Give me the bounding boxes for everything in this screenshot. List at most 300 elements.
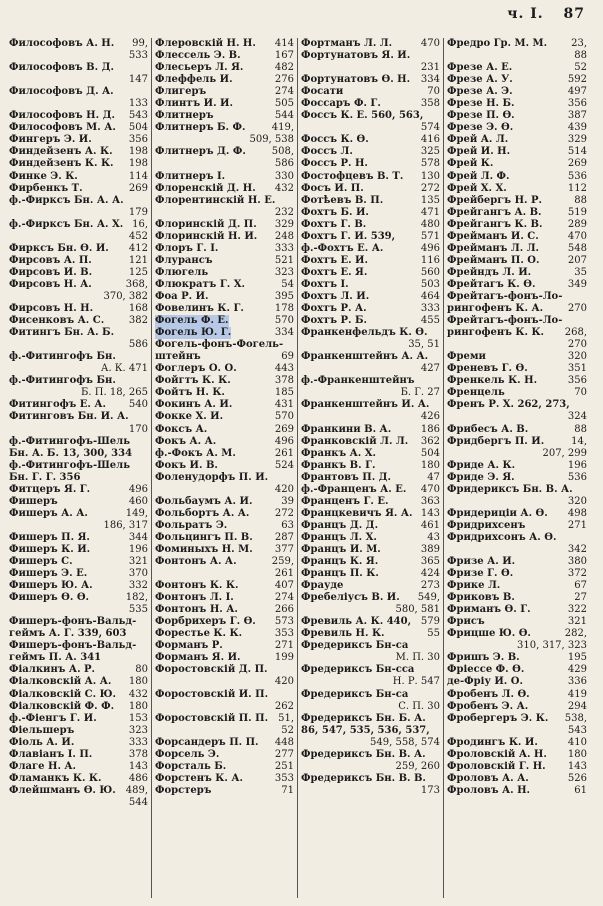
- entry-pages: 147: [128, 74, 148, 86]
- entry-name: Фортманъ Л. Л.: [301, 38, 393, 49]
- index-entry: [155, 387, 294, 399]
- entry-pages: 419,: [271, 122, 294, 134]
- index-entry: [9, 628, 148, 640]
- entry-name: Фортунатовъ Я. И.: [301, 50, 411, 62]
- entry-name: Фишеръ П. Я.: [9, 531, 90, 543]
- entry-name: Фирсовъ А. П.: [9, 254, 92, 266]
- entry-name: Фоминыхъ Н. М.: [155, 543, 253, 555]
- index-entry: [9, 664, 148, 676]
- entry-pages: 439: [567, 122, 587, 134]
- index-entry: [301, 436, 440, 448]
- index-entry: [301, 243, 440, 255]
- entry-name: Фроловъ А. А.: [447, 772, 529, 784]
- entry-name: Франкенштейнъ И. А.: [301, 399, 430, 411]
- entry-pages: 277: [274, 748, 294, 760]
- entry-pages: 320: [567, 351, 587, 363]
- index-entry: [447, 737, 587, 749]
- entry-pages: 356: [128, 134, 148, 146]
- index-entry: [301, 86, 440, 98]
- entry-name: Философовъ В. Д.: [9, 62, 114, 74]
- index-entry: [9, 785, 148, 797]
- entry-name: Фохтъ Г. В.: [301, 218, 367, 230]
- entry-name: Францъ Л. Х.: [301, 531, 377, 543]
- index-entry: [9, 315, 148, 327]
- entry-pages: 99,: [132, 38, 148, 49]
- entry-pages: 271: [567, 519, 587, 531]
- entry-pages: 353: [274, 628, 294, 640]
- entry-name: Фрике Л.: [447, 580, 501, 592]
- index-entry: [447, 327, 587, 339]
- entry-pages: 321: [128, 556, 148, 568]
- entry-pages: 287: [274, 531, 294, 543]
- entry-pages: 509, 538: [249, 134, 294, 146]
- entry-pages: 180: [567, 748, 587, 760]
- entry-name: Фохтъ Б. И.: [301, 206, 369, 218]
- index-entry: [301, 604, 440, 616]
- entry-name: Францъ К. Я.: [301, 556, 379, 568]
- index-entry: [447, 520, 587, 532]
- entry-pages: 270: [567, 303, 587, 315]
- entry-name: Фредериксъ Бн-са: [301, 688, 409, 700]
- entry-pages: 378: [128, 748, 148, 760]
- entry-name: Фрезе А. Е.: [447, 62, 513, 74]
- entry-pages: 420: [274, 483, 294, 495]
- entry-name: Флаге Н. А.: [9, 760, 77, 772]
- index-entry: [301, 122, 440, 134]
- entry-pages: 470: [420, 483, 440, 495]
- index-entry: [9, 351, 148, 363]
- index-entry: [9, 592, 148, 604]
- entry-name: Францкевичъ Я. А.: [301, 507, 413, 519]
- entry-name: Фрезе Э. Ѳ.: [447, 122, 514, 134]
- entry-pages: 524: [274, 459, 294, 471]
- index-entry: [447, 676, 587, 688]
- entry-pages: 274: [274, 592, 294, 604]
- entry-pages: 52: [281, 724, 294, 736]
- index-entry: [155, 520, 294, 532]
- entry-name: Фіалкинъ А. Р.: [9, 664, 96, 676]
- index-entry: [447, 255, 587, 267]
- index-entry: [301, 508, 440, 520]
- entry-pages: 262: [274, 700, 294, 712]
- index-entry: [9, 797, 148, 809]
- index-entry: [447, 387, 587, 399]
- entry-name: Форсталь Б.: [155, 760, 227, 772]
- index-entry: [155, 460, 294, 472]
- entry-pages: 592: [567, 74, 587, 86]
- entry-name: Фонтонъ Н. А.: [155, 604, 238, 616]
- index-entry: [301, 375, 440, 387]
- entry-name: Форсандеръ П. П.: [155, 736, 259, 748]
- index-entry: [9, 580, 148, 592]
- entry-name: Фребеліусъ В. И.: [301, 592, 400, 604]
- index-entry: [9, 327, 148, 339]
- index-entry: [155, 183, 294, 195]
- index-entry: [301, 231, 440, 243]
- entry-name: Фишеръ С.: [9, 556, 73, 568]
- entry-pages: 540: [128, 399, 148, 411]
- entry-pages: 412: [128, 242, 148, 254]
- index-entry: [447, 158, 587, 170]
- entry-pages: 167: [274, 50, 294, 62]
- index-entry: [155, 616, 294, 628]
- entry-name: Форманъ Я. И.: [155, 652, 241, 664]
- entry-pages: 407: [274, 580, 294, 592]
- entry-pages: 198: [128, 158, 148, 170]
- entry-pages: 538,: [564, 712, 587, 724]
- index-entry: [447, 195, 587, 207]
- entry-pages: 71: [281, 784, 294, 796]
- index-entry: [447, 243, 587, 255]
- entry-pages: 586: [274, 158, 294, 170]
- entry-name: Фрейбергъ Н. Р.: [447, 194, 542, 206]
- index-entry: [447, 749, 587, 761]
- entry-pages: 88: [574, 423, 587, 435]
- index-entry: [9, 375, 148, 387]
- entry-pages: 351: [567, 363, 587, 375]
- entry-pages: 330: [274, 170, 294, 182]
- entry-name: де-Фріу И. О.: [447, 676, 523, 688]
- index-entry: [301, 411, 440, 423]
- index-entry: [447, 399, 587, 411]
- entry-name: Франкенштейнъ А. А.: [301, 351, 429, 363]
- entry-pages: 496: [420, 242, 440, 254]
- entry-name: Фрейндъ Л. И.: [447, 266, 532, 278]
- entry-pages: 186, 317: [103, 519, 148, 531]
- index-entry: [9, 773, 148, 785]
- index-entry: [9, 243, 148, 255]
- entry-pages: 63: [281, 519, 294, 531]
- index-entry: [447, 291, 587, 303]
- entry-name: Фоссъ Р. Н.: [301, 158, 368, 170]
- entry-pages: 88: [574, 50, 587, 62]
- index-entry: [155, 231, 294, 243]
- index-entry: [301, 460, 440, 472]
- entry-name: Флоренскій Д. Н.: [155, 182, 256, 194]
- entry-pages: 170: [128, 423, 148, 435]
- entry-name: Фрейгангъ К. В.: [447, 218, 543, 230]
- entry-name: Фробенъ Э. А.: [447, 700, 529, 712]
- entry-name: Фризе А. И.: [447, 556, 516, 568]
- entry-name: Фрей И. Н.: [447, 146, 511, 158]
- entry-pages: 570: [274, 315, 294, 327]
- entry-pages: 320: [567, 495, 587, 507]
- entry-pages: 272: [420, 182, 440, 194]
- index-entry: [155, 556, 294, 568]
- index-entry: [447, 424, 587, 436]
- entry-name: Фоксъ А.: [155, 423, 208, 435]
- entry-pages: 544: [274, 110, 294, 122]
- entry-name: ф.-Фитингофъ-Шель: [9, 435, 131, 447]
- entry-pages: 382: [128, 315, 148, 327]
- index-entry: [9, 652, 148, 664]
- index-entry: [9, 183, 148, 195]
- entry-name: Флоринскій Д. П.: [155, 218, 257, 230]
- index-entry: [9, 725, 148, 737]
- entry-name: Фоссъ К. Е. 560, 563,: [301, 110, 424, 122]
- index-entry: [9, 640, 148, 652]
- index-entry: [447, 122, 587, 134]
- entry-pages: 269: [567, 158, 587, 170]
- entry-name: Флинтъ И. И.: [155, 98, 233, 110]
- page-header: [507, 6, 585, 22]
- entry-name: Фіалковскій С. Ю.: [9, 688, 116, 700]
- index-entry: [155, 207, 294, 219]
- index-entry: [9, 761, 148, 773]
- entry-pages: 35: [574, 266, 587, 278]
- entry-pages: 294: [567, 700, 587, 712]
- index-entry: [155, 472, 294, 484]
- entry-name: Фольцингъ П. В.: [155, 531, 253, 543]
- entry-pages: 251: [274, 760, 294, 772]
- entry-pages: 70: [574, 387, 587, 399]
- entry-name: Фрейманъ Л. Л.: [447, 242, 540, 254]
- index-entry: [447, 74, 587, 86]
- index-columns: [6, 38, 596, 898]
- entry-pages: 273: [420, 580, 440, 592]
- index-entry: [155, 544, 294, 556]
- index-entry: [301, 532, 440, 544]
- entry-pages: 143: [567, 760, 587, 772]
- entry-pages: 121: [128, 254, 148, 266]
- entry-pages: 504: [128, 122, 148, 134]
- index-entry: [301, 689, 440, 701]
- index-entry: [447, 134, 587, 146]
- entry-pages: 334: [274, 327, 294, 339]
- index-entry: [155, 158, 294, 170]
- entry-pages: 332: [128, 580, 148, 592]
- entry-name: Фридериціи А. Ѳ.: [447, 507, 548, 519]
- index-entry: [9, 134, 148, 146]
- index-entry: [9, 568, 148, 580]
- entry-pages: 182,: [125, 592, 148, 604]
- index-column-4: [444, 38, 590, 898]
- index-entry: [447, 219, 587, 231]
- entry-name: Фріессе Ф. Ѳ.: [447, 664, 525, 676]
- entry-name: Фродингъ К. И.: [447, 736, 538, 748]
- index-entry: [301, 664, 440, 676]
- entry-name: Франкъ А. Х.: [301, 447, 376, 459]
- index-entry: [155, 62, 294, 74]
- entry-pages: 329: [274, 218, 294, 230]
- entry-name: ф.-Фіенгъ Г. И.: [9, 712, 97, 724]
- index-entry: [447, 62, 587, 74]
- entry-name: Френевъ Г. Ѳ.: [447, 363, 528, 375]
- entry-name: Фитцеръ Я. Г.: [9, 483, 91, 495]
- index-entry: [155, 195, 294, 207]
- index-entry: [447, 315, 587, 327]
- entry-name: Фогель Ф. Е.: [155, 315, 229, 327]
- entry-pages: 259,: [271, 556, 294, 568]
- index-entry: [9, 207, 148, 219]
- index-entry: [301, 725, 440, 737]
- entry-pages: 503: [420, 278, 440, 290]
- entry-pages: 480: [420, 218, 440, 230]
- index-entry: [9, 38, 148, 50]
- index-entry: [155, 701, 294, 713]
- entry-pages: 196: [128, 543, 148, 555]
- entry-name: Фогель Ю. Г.: [155, 327, 232, 339]
- entry-pages: 61: [574, 784, 587, 796]
- entry-pages: Б. П. 18, 265: [81, 387, 148, 399]
- entry-pages: 549,: [417, 592, 440, 604]
- entry-pages: 426: [420, 411, 440, 423]
- index-entry: [155, 785, 294, 797]
- entry-name: Фіельшеръ: [9, 724, 75, 736]
- entry-name: Фосъ И. П.: [301, 182, 364, 194]
- entry-pages: 180: [420, 459, 440, 471]
- entry-pages: 452: [128, 230, 148, 242]
- entry-pages: 272: [274, 507, 294, 519]
- entry-pages: 370: [128, 568, 148, 580]
- index-entry: [9, 484, 148, 496]
- entry-pages: С. П. 30: [398, 700, 440, 712]
- entry-name: Фрезе А. Э.: [447, 86, 513, 98]
- index-entry: [9, 62, 148, 74]
- entry-name: Фишеръ-фонъ-Вальд-: [9, 640, 137, 652]
- entry-name: Фредериксъ Бн. Б. А.: [301, 712, 426, 724]
- entry-pages: 543: [128, 110, 148, 122]
- entry-pages: 470: [420, 38, 440, 49]
- entry-pages: 270: [567, 339, 587, 351]
- index-entry: [301, 448, 440, 460]
- entry-pages: 431: [274, 399, 294, 411]
- entry-name: геймъ П. А. 341: [9, 652, 102, 664]
- index-entry: [155, 146, 294, 158]
- entry-name: Фоссъ Л.: [301, 146, 353, 158]
- entry-pages: 54: [281, 278, 294, 290]
- index-entry: [447, 640, 587, 652]
- entry-pages: 195: [567, 652, 587, 664]
- entry-name: Фрисъ: [447, 616, 485, 628]
- index-entry: [301, 616, 440, 628]
- entry-pages: 329: [567, 134, 587, 146]
- entry-pages: 419: [567, 688, 587, 700]
- entry-name: ф.-Фитингофъ Бн.: [9, 375, 116, 387]
- entry-pages: 573: [274, 616, 294, 628]
- entry-name: Фокинъ А. И.: [155, 399, 233, 411]
- index-entry: [155, 773, 294, 785]
- index-entry: [447, 303, 587, 315]
- index-entry: [155, 50, 294, 62]
- entry-name: Фробергеръ Э. К.: [447, 712, 549, 724]
- index-entry: [447, 183, 587, 195]
- index-entry: [447, 725, 587, 737]
- entry-pages: 271: [274, 640, 294, 652]
- entry-name: Фрейтагъ-фонъ-Ло-: [447, 315, 563, 327]
- index-entry: [9, 50, 148, 62]
- index-entry: [447, 448, 587, 460]
- index-entry: [155, 411, 294, 423]
- entry-pages: 23,: [571, 38, 587, 49]
- index-entry: [447, 411, 587, 423]
- entry-pages: 67: [574, 580, 587, 592]
- entry-name: Фриковъ В.: [447, 592, 515, 604]
- entry-name: Фишеръ Э. Е.: [9, 568, 88, 580]
- index-entry: [447, 171, 587, 183]
- entry-pages: 580, 581: [395, 604, 440, 616]
- index-entry: [155, 86, 294, 98]
- entry-name: Франтовъ П. Д.: [301, 471, 392, 483]
- entry-name: Форостовскій Д. П.: [155, 664, 268, 676]
- entry-name: ф.-Фокъ А. М.: [155, 447, 236, 459]
- entry-pages: 508,: [271, 146, 294, 158]
- index-entry: [301, 676, 440, 688]
- entry-name: рингофенъ К. А.: [447, 303, 544, 315]
- entry-name: штейнъ: [155, 351, 201, 363]
- entry-name: Фойгтъ К. К.: [155, 375, 231, 387]
- entry-pages: 395: [274, 290, 294, 302]
- index-entry: [9, 195, 148, 207]
- index-entry: [9, 749, 148, 761]
- index-entry: [155, 363, 294, 375]
- index-entry: [447, 267, 587, 279]
- entry-pages: 420: [274, 676, 294, 688]
- index-entry: [155, 98, 294, 110]
- index-entry: [447, 568, 587, 580]
- index-entry: [447, 713, 587, 725]
- index-entry: [301, 424, 440, 436]
- entry-pages: 571: [420, 230, 440, 242]
- index-entry: [301, 399, 440, 411]
- index-entry: [447, 363, 587, 375]
- entry-pages: 372: [567, 568, 587, 580]
- entry-name: Фрейгангъ А. В.: [447, 206, 542, 218]
- entry-pages: 88: [574, 194, 587, 206]
- entry-name: Фохтъ Г. И. 539,: [301, 230, 396, 242]
- entry-name: Фохтъ Е. Я.: [301, 266, 368, 278]
- page-number: 87: [563, 6, 585, 22]
- entry-name: Флеффель И.: [155, 74, 233, 86]
- entry-pages: 52: [574, 62, 587, 74]
- index-entry: [447, 785, 587, 797]
- entry-pages: 482: [274, 62, 294, 74]
- entry-pages: 353: [274, 772, 294, 784]
- index-entry: [155, 652, 294, 664]
- index-entry: [301, 327, 440, 339]
- entry-pages: 471: [420, 206, 440, 218]
- index-entry: [155, 580, 294, 592]
- index-entry: [9, 267, 148, 279]
- entry-pages: 578: [420, 158, 440, 170]
- index-entry: [9, 110, 148, 122]
- index-entry: [155, 532, 294, 544]
- entry-name: геймъ А. Г. 339, 603: [9, 628, 127, 640]
- entry-pages: 333: [274, 242, 294, 254]
- index-entry: [9, 544, 148, 556]
- entry-name: Философовъ А. Н.: [9, 38, 115, 49]
- entry-pages: 448: [274, 736, 294, 748]
- index-entry: [155, 171, 294, 183]
- entry-name: Фриде Э. Я.: [447, 471, 515, 483]
- entry-name: Флюгель: [155, 266, 209, 278]
- entry-name: Фирбенкъ Т.: [9, 182, 83, 194]
- entry-name: Фирсовъ Н. А.: [9, 278, 92, 290]
- index-entry: [9, 520, 148, 532]
- index-entry: [155, 604, 294, 616]
- index-entry: [301, 183, 440, 195]
- index-entry: [447, 532, 587, 544]
- entry-pages: 432: [128, 688, 148, 700]
- index-entry: [9, 556, 148, 568]
- entry-pages: 414: [274, 38, 294, 49]
- entry-pages: 521: [274, 254, 294, 266]
- index-entry: [155, 725, 294, 737]
- entry-pages: 47: [427, 471, 440, 483]
- index-entry: [301, 580, 440, 592]
- index-entry: [155, 749, 294, 761]
- index-entry: [447, 110, 587, 122]
